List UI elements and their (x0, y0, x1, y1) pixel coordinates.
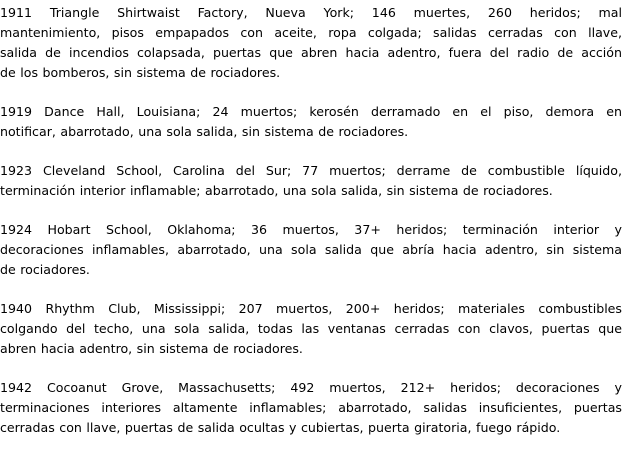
entry-1924-hobart-school (0, 220, 622, 280)
entry-1923-cleveland-school (0, 161, 622, 201)
entry-line: 1911 Triangle Shirtwaist Factory, Nueva York; 146 muertes, 260 heridos; mal (0, 5, 622, 20)
entry-line: de rociadores. (0, 262, 90, 277)
entry-line: 1942 Cocoanut Grove, Massachusetts; 492 muertos, 212+ heridos; decoraciones y (0, 380, 622, 395)
entry-line: decoraciones inflamables, abarrotado, una sola salida que abría hacia adentro, sin sistema (0, 242, 622, 257)
entry-line: 1919 Dance Hall, Louisiana; 24 muertos; kerosén derramado en el piso, demora en (0, 104, 622, 119)
entry-line: mantenimiento, pisos empapados con aceite, ropa colgada; salidas cerradas con llave, (0, 25, 622, 40)
entry-line: 1923 Cleveland School, Carolina del Sur; 77 muertos; derrame de combustible líquido, (0, 163, 622, 178)
entry-1940-rhythm-club (0, 299, 622, 359)
entry-line: de los bomberos, sin sistema de rociadores. (0, 65, 281, 80)
entry-line: cerradas con llave, puertas de salida ocultas y cubiertas, puerta giratoria, fuego rápido. (0, 420, 561, 435)
entry-line: abren hacia adentro, sin sistema de rociadores. (0, 341, 303, 356)
entry-line: 1924 Hobart School, Oklahoma; 36 muertos, 37+ heridos; terminación interior y (0, 222, 622, 237)
entry-1942-cocoanut-grove (0, 378, 622, 438)
entry-1919-dance-hall (0, 102, 622, 142)
entry-line: terminaciones interiores altamente inflamables; abarrotado, salidas insuficientes, puertas (0, 400, 622, 415)
entry-line: salida de incendios colapsada, puertas que abren hacia adentro, fuera del radio de acción (0, 45, 622, 60)
entry-1911-triangle-shirtwaist (0, 3, 622, 83)
entry-line: colgando del techo, una sola salida, todas las ventanas cerradas con clavos, puertas que (0, 321, 622, 336)
entry-line: terminación interior inflamable; abarrotado, una sola salida, sin sistema de rociadores. (0, 183, 553, 198)
entry-line: notificar, abarrotado, una sola salida, sin sistema de rociadores. (0, 124, 409, 139)
entry-line: 1940 Rhythm Club, Mississippi; 207 muertos, 200+ heridos; materiales combustibles (0, 301, 622, 316)
